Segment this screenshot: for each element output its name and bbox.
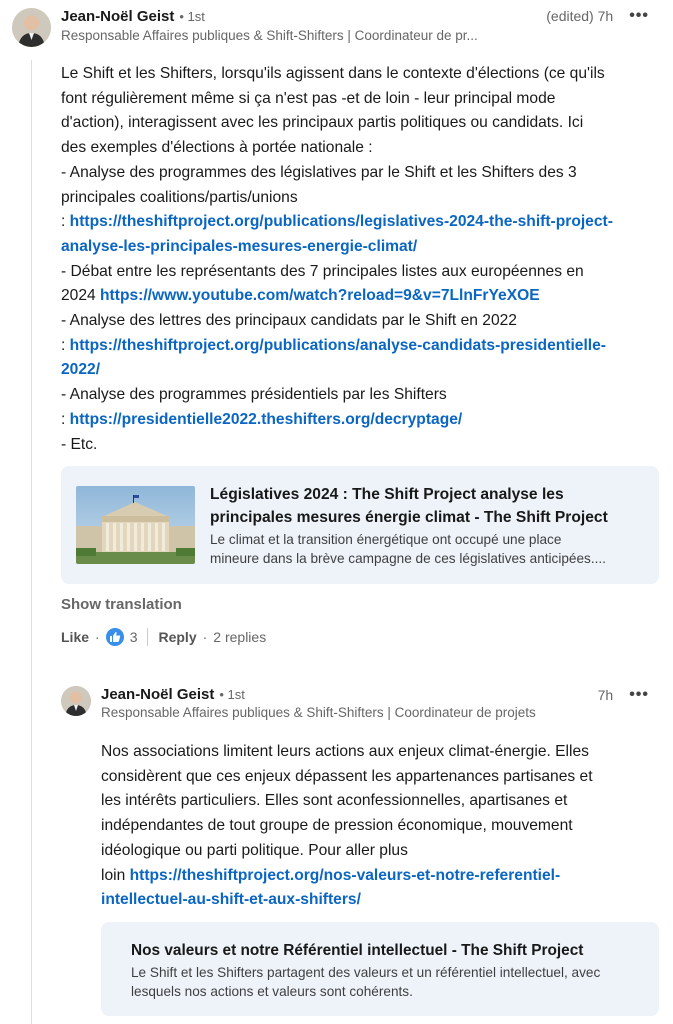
body-line: indépendantes de tout groupe de pression économique, mouvement [101, 817, 573, 835]
thumbs-up-icon[interactable] [106, 628, 124, 646]
legislatives-link-cont[interactable]: analyse-les-principales-mesures-energie-climat/ [61, 237, 418, 255]
comment-meta [546, 7, 649, 25]
values-referentiel-link-cont[interactable]: intellectuel-au-shift-et-aux-shifters/ [101, 891, 361, 909]
reply-button[interactable]: Reply [158, 629, 197, 645]
more-horizontal-icon[interactable]: ••• [629, 686, 649, 703]
action-divider [147, 628, 148, 646]
card-description-line: Le climat et la transition énergétique ont occupé une place [210, 532, 562, 547]
dot-separator: · [202, 629, 208, 645]
body-line: Le Shift et les Shifters, lorsqu'ils agissent dans le contexte d'élections (ce qu'ils [61, 65, 605, 82]
card-description-line: Le Shift et les Shifters partagent des valeurs et un référentiel intellectuel, avec [131, 965, 601, 980]
avatar[interactable] [12, 8, 51, 47]
card-description-line: mineure dans la brève campagne de ces législatives anticipées.... [210, 551, 606, 566]
link-preview-card[interactable] [101, 922, 659, 1016]
body-line: d'action), interagissent avec les principaux partis politiques ou candidats. Ici [61, 114, 584, 132]
shifters-decryptage-link[interactable]: https://presidentielle2022.theshifters.org/decryptage/ [69, 410, 463, 428]
body-line: - Etc. [61, 435, 98, 453]
more-horizontal-icon[interactable]: ••• [629, 7, 649, 24]
comment-header [12, 8, 478, 47]
link-preview-card[interactable] [61, 466, 659, 584]
values-referentiel-link[interactable]: https://theshiftproject.org/nos-valeurs-et-notre-referentiel- [129, 866, 561, 884]
body-line: principales coalitions/partis/unions [61, 188, 298, 206]
body-line: - Analyse des lettres des principaux candidats par le Shift en 2022 [61, 312, 517, 330]
body-line: - Analyse des programmes présidentiels par les Shifters [61, 386, 447, 404]
body-line: Nos associations limitent leurs actions aux enjeux climat-énergie. Elles [101, 743, 589, 760]
body-line: considèrent que ces enjeux dépassent les appartenances partisanes et [101, 767, 593, 785]
presidentielle-analysis-link-cont[interactable]: 2022/ [61, 361, 101, 379]
like-count[interactable]: 3 [129, 629, 138, 645]
body-line: des exemples d'élections à portée nationale : [61, 139, 373, 157]
timestamp: 7h [597, 687, 614, 703]
link-prefix: loin [101, 866, 130, 884]
link-prefix: : [61, 336, 70, 354]
card-description-line: lesquels nos actions et valeurs sont cohérents. [131, 984, 413, 999]
body-line: - Débat entre les représentants des 7 principales listes aux européennes en [61, 262, 584, 280]
card-title: Nos valeurs et notre Référentiel intellectuel - The Shift Project [131, 942, 584, 959]
reply-header [61, 686, 536, 720]
author-name[interactable]: Jean-Noël Geist [101, 686, 215, 703]
debate-prefix: 2024 [61, 287, 101, 305]
card-title-line: principales mesures énergie climat - The Shift Project [210, 509, 608, 526]
body-line: idéologique ou parti politique. Pour aller plus [101, 841, 408, 859]
presidentielle-analysis-link[interactable]: https://theshiftproject.org/publications/analyse-candidats-presidentielle- [69, 336, 607, 354]
legislatives-link[interactable]: https://theshiftproject.org/publications/legislatives-2024-the-shift-project- [69, 213, 613, 231]
replies-count[interactable]: 2 replies [213, 629, 267, 645]
reply-body [101, 740, 593, 913]
youtube-link[interactable]: https://www.youtube.com/watch?reload=9&v=7LlnFrYeXOE [100, 287, 540, 305]
body-line: les intérêts particuliers. Elles sont aconfessionnelles, apartisanes et [101, 792, 568, 810]
reply-meta [598, 686, 649, 704]
show-translation-button[interactable]: Show translation [61, 596, 182, 613]
link-prefix: : [61, 410, 70, 428]
body-line: font régulièrement même si ça n'est pas -et de loin - leur principal mode [61, 89, 556, 107]
dot-separator: · [95, 629, 100, 645]
card-title-line: Législatives 2024 : The Shift Project analyse les [210, 486, 564, 503]
connection-degree: • 1st [179, 9, 205, 24]
comment-actions [61, 628, 266, 646]
preview-thumbnail [76, 486, 195, 564]
author-headline: Responsable Affaires publiques & Shift-Shifters | Coordinateur de pr... [61, 28, 478, 43]
connection-degree: • 1st [219, 687, 245, 702]
thread-line [31, 60, 32, 1024]
author-name[interactable]: Jean-Noël Geist [61, 8, 175, 25]
author-headline: Responsable Affaires publiques & Shift-Shifters | Coordinateur de projets [101, 705, 536, 720]
body-line: - Analyse des programmes des législatives par le Shift et les Shifters des 3 [61, 163, 577, 181]
like-button[interactable]: Like [61, 629, 90, 645]
link-prefix: : [61, 213, 70, 231]
avatar[interactable] [61, 686, 91, 716]
timestamp: (edited) 7h [546, 8, 614, 24]
comment-body [61, 62, 613, 457]
